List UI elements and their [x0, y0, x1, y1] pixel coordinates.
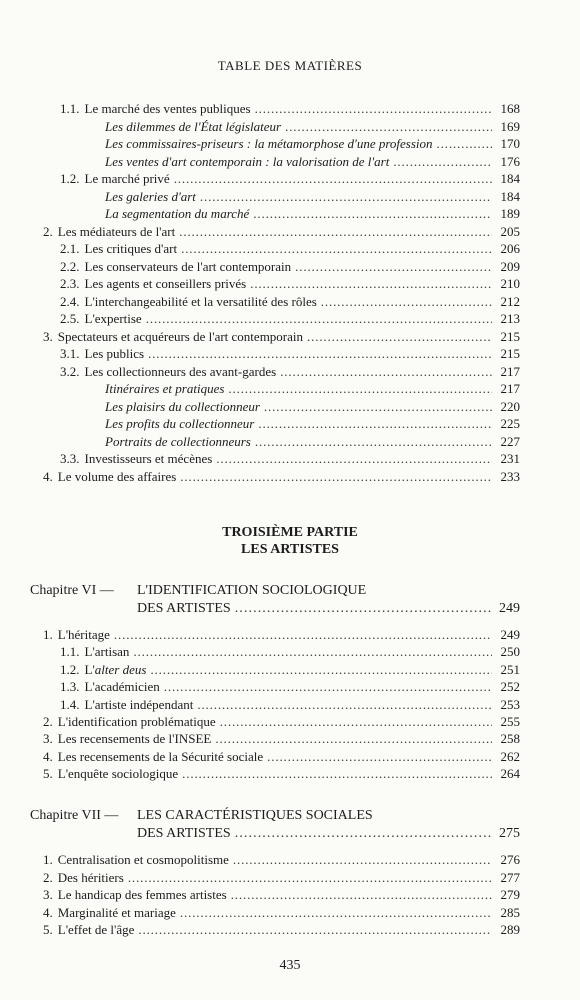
entry-number: 1.1.	[60, 644, 80, 660]
entry-title: L'alter deus	[84, 661, 147, 677]
dot-leader	[220, 713, 492, 731]
toc-entry	[60, 258, 520, 276]
entry-title: Le marché privé	[84, 171, 170, 186]
entry-page-number: 170	[500, 136, 520, 151]
entry-page-number: 215	[500, 328, 520, 344]
entry-number: 1.	[43, 852, 53, 867]
entry-page-number: 184	[500, 188, 520, 204]
entry-title: Les critiques d'art	[84, 241, 178, 256]
entry-title: Les galeries d'art	[105, 188, 196, 204]
toc-entry	[43, 748, 520, 766]
toc-entry	[105, 433, 520, 451]
dot-leader	[267, 748, 492, 766]
entry-number: 3.3.	[60, 451, 80, 466]
toc-entry	[43, 921, 520, 939]
dot-leader	[250, 275, 492, 293]
entry-title: L'interchangeabilité et la versatilité des rôles	[84, 293, 317, 309]
dot-leader	[295, 258, 492, 276]
entry-page-number: 168	[500, 101, 520, 116]
entry-title: Centralisation et cosmopolitisme	[57, 852, 229, 867]
entry-page-number: 251	[500, 661, 520, 677]
toc-entry	[60, 240, 520, 258]
entry-page-number: 277	[500, 869, 520, 885]
entry-number: 2.4.	[60, 293, 80, 309]
toc-entry	[43, 886, 520, 904]
toc-entry	[43, 730, 520, 748]
entry-title: Les recensements de l'INSEE	[57, 731, 212, 747]
entry-page-number: 169	[500, 118, 520, 134]
chapter-7-page: 275	[499, 826, 520, 841]
chapter-7-label: Chapitre VII —	[30, 808, 119, 823]
entry-page-number: 215	[500, 346, 520, 361]
entry-title: L'artisan	[84, 644, 130, 660]
dot-leader	[180, 468, 492, 486]
entry-page-number: 249	[500, 627, 520, 642]
entry-page-number: 213	[500, 311, 520, 326]
entry-title: Le marché des ventes publiques	[84, 101, 251, 116]
entry-title: L'académicien	[84, 679, 160, 695]
entry-title: Les conservateurs de l'art contemporain	[84, 258, 292, 274]
entry-page-number: 225	[500, 416, 520, 431]
entry-page-number: 264	[500, 766, 520, 782]
entry-title: Les agents et conseillers privés	[84, 276, 247, 291]
dot-leader	[393, 153, 492, 171]
entry-title: Marginalité et mariage	[57, 904, 176, 920]
toc-entry	[43, 626, 520, 644]
entry-page-number: 262	[500, 748, 520, 764]
entry-title: Les ventes d'art contemporain : la valorisation de l'art	[105, 153, 390, 169]
entry-title: Les médiateurs de l'art	[57, 223, 176, 239]
entry-number: 2.2.	[60, 258, 80, 274]
entry-page-number: 250	[500, 644, 520, 660]
entry-title: Investisseurs et mécènes	[84, 451, 213, 466]
entry-number: 3.	[43, 328, 53, 344]
entry-page-number: 210	[500, 276, 520, 291]
toc-entry	[105, 135, 520, 153]
toc-entry	[60, 678, 520, 696]
entry-number: 3.	[43, 731, 53, 747]
toc-entry	[105, 205, 520, 223]
toc-entry	[60, 643, 520, 661]
page-number: 435	[279, 958, 301, 973]
entry-page-number: 255	[500, 714, 520, 729]
toc-entry	[60, 170, 520, 188]
dot-leader	[255, 100, 492, 118]
part-heading	[0, 524, 580, 558]
toc-entry	[60, 363, 520, 381]
chapter-6-page: 249	[499, 601, 520, 616]
entry-number: 2.	[43, 223, 53, 239]
entry-title: L'artiste indépendant	[84, 696, 194, 712]
dot-leader	[228, 380, 492, 398]
chapter-7-title-entry	[137, 825, 520, 843]
dot-leader	[264, 398, 492, 416]
dot-leader	[280, 363, 492, 381]
entry-number: 4.	[43, 748, 53, 764]
dot-leader	[146, 310, 492, 328]
chapter-7-title-line2: DES ARTISTES	[137, 826, 231, 841]
entry-number: 3.2.	[60, 363, 80, 379]
entry-number: 3.1.	[60, 346, 80, 361]
entry-number: 2.1.	[60, 241, 80, 256]
toc-entry	[43, 468, 520, 486]
entry-page-number: 189	[500, 206, 520, 221]
entry-page-number: 253	[500, 696, 520, 712]
toc-entry	[43, 223, 520, 241]
entry-page-number: 220	[500, 398, 520, 414]
toc-entry	[60, 661, 520, 679]
entry-number: 1.2.	[60, 171, 80, 186]
toc-entry	[105, 118, 520, 136]
toc-entry	[60, 450, 520, 468]
toc-entry	[60, 345, 520, 363]
entry-title: L'identification problématique	[57, 714, 216, 729]
entry-number: 1.4.	[60, 696, 80, 712]
toc-entry	[105, 415, 520, 433]
toc-entry	[105, 188, 520, 206]
toc-entry	[43, 765, 520, 783]
toc-entry	[60, 696, 520, 714]
entry-page-number: 279	[500, 887, 520, 903]
entry-number: 1.1.	[60, 101, 80, 116]
toc-entry	[43, 713, 520, 731]
entry-number: 4.	[43, 904, 53, 920]
dot-leader	[164, 678, 492, 696]
entry-page-number: 276	[500, 852, 520, 867]
part-title: LES ARTISTES	[241, 542, 339, 557]
entry-title: Les collectionneurs des avant-gardes	[84, 363, 277, 379]
entry-page-number: 231	[500, 451, 520, 466]
entry-page-number: 176	[500, 153, 520, 169]
entry-page-number: 184	[500, 171, 520, 186]
toc-entry	[105, 380, 520, 398]
entry-page-number: 258	[500, 731, 520, 747]
entry-title: Les dilemmes de l'État législateur	[105, 118, 282, 134]
dot-leader	[307, 328, 492, 346]
entry-page-number: 217	[500, 381, 520, 396]
entry-number: 1.	[43, 627, 53, 642]
dot-leader	[182, 765, 492, 783]
chapter-6-label: Chapitre VI —	[30, 583, 114, 598]
dot-leader	[215, 730, 492, 748]
chapter-6-title-line2: DES ARTISTES	[137, 601, 231, 616]
entry-page-number: 206	[500, 241, 520, 256]
entry-number: 2.	[43, 869, 53, 885]
entry-page-number: 252	[500, 679, 520, 695]
entry-title: La segmentation du marché	[105, 206, 250, 221]
entry-number: 1.3.	[60, 679, 80, 695]
toc-entry	[60, 275, 520, 293]
dot-leader	[138, 921, 492, 939]
entry-title: Les commissaires-priseurs : la métamorphose d'une profession	[105, 136, 433, 151]
entry-title: Les publics	[84, 346, 145, 361]
dot-leader	[200, 188, 492, 206]
toc-entry	[60, 293, 520, 311]
chapter-7-title-line1: LES CARACTÉRISTIQUES SOCIALES	[137, 808, 373, 823]
dot-leader	[133, 643, 492, 661]
dot-leader	[181, 240, 492, 258]
entry-title: L'effet de l'âge	[57, 922, 135, 938]
toc-entry	[60, 100, 520, 118]
entry-page-number: 212	[500, 293, 520, 309]
entry-page-number: 209	[500, 258, 520, 274]
entry-number: 5.	[43, 922, 53, 938]
dot-leader	[114, 626, 492, 644]
dot-leader	[150, 661, 492, 679]
page-header: TABLE DES MATIÈRES	[217, 58, 363, 73]
toc-entry	[105, 398, 520, 416]
entry-title: Des héritiers	[57, 869, 124, 885]
entry-page-number: 233	[500, 468, 520, 484]
toc-entry	[43, 851, 520, 869]
dot-leader	[235, 600, 492, 618]
dot-leader	[179, 223, 492, 241]
entry-title: L'héritage	[57, 627, 110, 642]
toc-entry	[60, 310, 520, 328]
entry-title: Itinéraires et pratiques	[105, 381, 225, 396]
entry-number: 4.	[43, 468, 53, 484]
dot-leader	[258, 415, 492, 433]
part-number: TROISIÈME PARTIE	[222, 525, 358, 540]
dot-leader	[437, 135, 492, 153]
dot-leader	[235, 825, 492, 843]
entry-number: 3.	[43, 887, 53, 903]
entry-title: Le handicap des femmes artistes	[57, 887, 227, 903]
entry-page-number: 227	[500, 433, 520, 449]
toc-entry	[43, 328, 520, 346]
toc-entry	[43, 869, 520, 887]
entry-title: Les profits du collectionneur	[105, 416, 255, 431]
dot-leader	[148, 345, 492, 363]
entry-title: L'expertise	[84, 311, 142, 326]
dot-leader	[233, 851, 492, 869]
entry-title: Les plaisirs du collectionneur	[105, 398, 260, 414]
entry-page-number: 289	[500, 922, 520, 938]
dot-leader	[255, 433, 492, 451]
entry-title: Les recensements de la Sécurité sociale	[57, 748, 264, 764]
dot-leader	[253, 205, 492, 223]
entry-title: L'enquête sociologique	[57, 766, 179, 782]
entry-number: 2.	[43, 714, 53, 729]
dot-leader	[197, 696, 492, 714]
entry-page-number: 205	[500, 223, 520, 239]
toc-entry	[105, 153, 520, 171]
dot-leader	[174, 170, 492, 188]
entry-number: 2.3.	[60, 276, 80, 291]
entry-number: 5.	[43, 766, 53, 782]
entry-number: 1.2.	[60, 661, 80, 677]
chapter-6-title-line1: L'IDENTIFICATION SOCIOLOGIQUE	[137, 583, 367, 598]
entry-page-number: 285	[500, 904, 520, 920]
entry-page-number: 217	[500, 363, 520, 379]
dot-leader	[321, 293, 492, 311]
dot-leader	[128, 869, 492, 887]
dot-leader	[216, 450, 492, 468]
entry-title: Portraits de collectionneurs	[105, 433, 251, 449]
dot-leader	[231, 886, 492, 904]
dot-leader	[180, 904, 492, 922]
chapter-6-title-entry	[137, 600, 520, 618]
entry-number: 2.5.	[60, 311, 80, 326]
toc-entry	[43, 904, 520, 922]
entry-title: Le volume des affaires	[57, 468, 177, 484]
dot-leader	[285, 118, 492, 136]
entry-title: Spectateurs et acquéreurs de l'art contemporain	[57, 328, 304, 344]
